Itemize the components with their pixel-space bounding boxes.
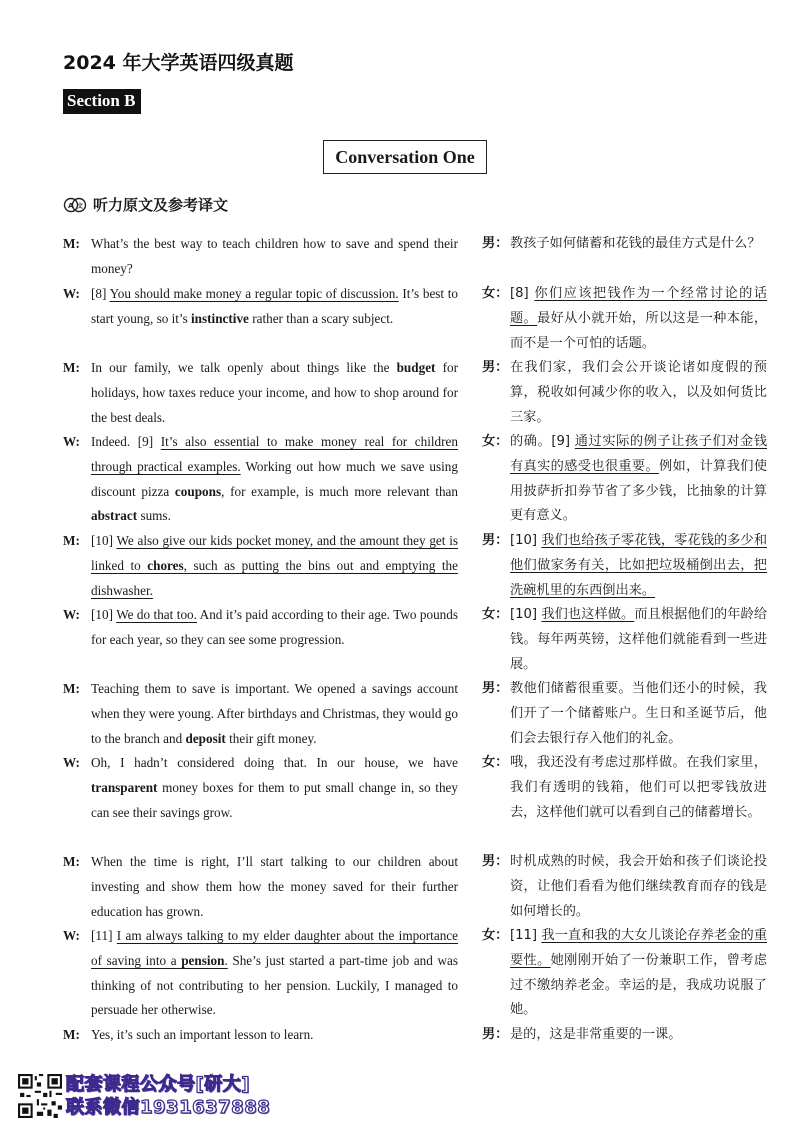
- text-segment: Oh, I hadn’t considered doing that. In our house, we have: [91, 755, 458, 770]
- text-segment: 的确。[9]: [510, 434, 575, 449]
- answer-underline: We do that too.: [116, 607, 197, 622]
- text-segment: their gift money.: [225, 730, 317, 746]
- keyword: coupons: [174, 483, 222, 499]
- text-segment: It’s best to start young, so it’s: [91, 286, 459, 326]
- answer-underline: , such as putting the bins out and emptying the dishwasher.: [91, 557, 458, 598]
- dialogue-turn: [482, 924, 767, 1023]
- speaker-label: M:: [63, 854, 80, 869]
- speaker-label: 女：: [482, 607, 509, 622]
- dialogue-turn: [63, 751, 458, 825]
- promo-text: [66, 1073, 270, 1119]
- utterance-text: [510, 356, 767, 430]
- speaker-label: M:: [63, 236, 80, 251]
- speaker-label: W:: [63, 286, 80, 301]
- dialogue-turn: [482, 603, 767, 677]
- utterance-text: [510, 751, 767, 825]
- text-segment: Indeed. [9]: [91, 434, 161, 449]
- keyword: instinctive: [191, 310, 249, 326]
- utterance-text: [510, 430, 767, 529]
- section-label: Section B: [63, 89, 141, 114]
- dialogue-turn: [63, 529, 458, 603]
- utterance-text: [91, 603, 458, 653]
- answer-underline: I am always talking to my elder daughter about the importance of saving into a: [91, 928, 458, 968]
- dialogue-turn: [482, 677, 767, 751]
- speaker-label: 男：: [482, 236, 509, 251]
- utterance-text: [91, 677, 458, 751]
- utterance-text: [510, 1023, 767, 1048]
- text-segment: Teaching them to save is important. We opened a savings account when they were young. After birthdays and Christmas, they would go to the branch and: [91, 681, 458, 746]
- keyword: pension: [181, 952, 225, 968]
- footer-promo: [18, 1073, 270, 1119]
- text-segment: Working out how much we save using discount pizza: [91, 458, 458, 499]
- speaker-label: M:: [63, 1027, 80, 1042]
- speaker-label: W:: [63, 434, 80, 449]
- speaker-label: W:: [63, 755, 80, 770]
- text-segment: [10]: [91, 533, 117, 548]
- dialogue-turn: [482, 430, 767, 529]
- text-segment: [10]: [91, 607, 117, 622]
- dialogue-turn: [482, 356, 767, 430]
- text-segment: [8]: [91, 286, 110, 301]
- keyword: abstract: [91, 508, 138, 524]
- svg-text:A: A: [68, 201, 74, 210]
- speaker-label: M:: [63, 360, 80, 375]
- speaker-label: M:: [63, 681, 80, 696]
- speaker-label: 男：: [482, 854, 509, 869]
- answer-underline: 你们应该把钱作为一个经常讨论的话题。: [510, 286, 768, 326]
- utterance-text: [510, 677, 767, 751]
- speaker-label: W:: [63, 928, 80, 943]
- text-segment: 教他们储蓄很重要。当他们还小的时候，我们开了一个储蓄账户。生日和圣诞节后，他们会去银行存入他们的礼金。: [510, 681, 767, 746]
- answer-underline: 我一直和我的大女儿谈论存养老金的重要性。: [510, 928, 768, 968]
- dialogue-turn: [63, 1023, 458, 1048]
- keyword: chores: [147, 557, 184, 573]
- page-title: 2024 年大学英语四级真题: [63, 52, 294, 74]
- text-segment: What’s the best way to teach children how to save and spend their money?: [91, 236, 458, 276]
- utterance-text: [510, 232, 767, 257]
- utterance-text: [91, 1023, 458, 1048]
- text-segment: [10]: [510, 533, 542, 548]
- text-segment: Yes, it’s such an important lesson to learn.: [91, 1027, 314, 1042]
- dialogue-turn: [482, 282, 767, 356]
- utterance-text: [510, 850, 767, 924]
- text-segment: 在我们家，我们会公开谈论诸如度假的预算，税收如何减少你的收入，以及如何货比三家。: [510, 360, 767, 425]
- subheading: [63, 194, 228, 215]
- utterance-text: [91, 850, 458, 924]
- answer-underline: You should make money a regular topic of discussion.: [109, 286, 399, 301]
- keyword: transparent: [91, 779, 158, 795]
- utterance-text: [91, 232, 458, 282]
- answer-underline: It’s also essential to make money real for children through practical examples.: [91, 434, 458, 474]
- utterance-text: [510, 282, 767, 356]
- text-segment: [11]: [510, 928, 542, 943]
- dialogue-turn: [482, 1023, 767, 1048]
- answer-underline: We also give our kids pocket money, and the amount they get is linked to: [91, 533, 458, 573]
- text-segment: And it’s paid according to their age. Two pounds for each year, so they can see some progression.: [91, 607, 459, 647]
- text-segment: 而且根据他们的年龄给钱。每年两英镑，这样他们就能看到一些进展。: [510, 607, 768, 672]
- text-segment: for holidays, how taxes reduce your income, and how to shop around for the best deals.: [91, 360, 458, 425]
- text-segment: [10]: [510, 607, 542, 622]
- utterance-text: [510, 603, 767, 677]
- speaker-label: W:: [63, 607, 80, 622]
- dialogue-turn: [482, 850, 767, 924]
- speaker-label: 男：: [482, 681, 509, 696]
- dialogue-turn: [63, 924, 458, 1023]
- speaker-label: 男：: [482, 1027, 509, 1042]
- utterance-text: [91, 751, 458, 825]
- keyword: deposit: [185, 730, 226, 746]
- answer-underline: .: [224, 952, 228, 968]
- text-segment: 她刚刚开始了一份兼职工作，曾考虑过不缴纳养老金。幸运的是，我成功说服了她。: [510, 952, 768, 1018]
- answer-underline: 通过实际的例子让孩子们对金钱有真实的感受也很重要。: [510, 434, 768, 474]
- text-segment: [8]: [510, 286, 535, 301]
- text-segment: When the time is right, I’ll start talking to our children about investing and show them how the money saved for their further education has grown.: [91, 854, 458, 919]
- listening-translate-icon: [63, 195, 87, 215]
- text-segment: [11]: [91, 928, 117, 943]
- speaker-label: 女：: [482, 928, 509, 943]
- speaker-label: 女：: [482, 755, 509, 770]
- text-segment: sums.: [137, 508, 171, 524]
- speaker-label: 男：: [482, 360, 509, 375]
- speaker-label: M:: [63, 533, 80, 548]
- utterance-text: [91, 356, 458, 430]
- text-segment: rather than a scary subject.: [248, 310, 394, 326]
- text-segment: In our family, we talk openly about things like the: [91, 360, 397, 375]
- text-segment: 时机成熟的时候，我会开始和孩子们谈论投资，让他们看看为他们继续教育而存的钱是如何增长的。: [510, 854, 767, 919]
- answer-underline: 我们也这样做。: [541, 607, 635, 622]
- keyword: budget: [396, 360, 436, 375]
- speaker-label: 女：: [482, 286, 509, 301]
- text-segment: 例如，计算我们使用披萨折扣券节省了多少钱，比抽象的计算更有意义。: [510, 458, 768, 524]
- dialogue-turn: [63, 603, 458, 653]
- utterance-text: [91, 924, 458, 1023]
- utterance-text: [91, 529, 458, 603]
- conversation-title: Conversation One: [323, 140, 487, 174]
- text-segment: , for example, is much more relevant than: [221, 483, 458, 499]
- dialogue-turn: [482, 529, 767, 603]
- qr-code-icon: [18, 1074, 62, 1118]
- subheading-text: 听力原文及参考译文: [93, 196, 229, 214]
- text-segment: 教孩子如何储蓄和花钱的最佳方式是什么？: [510, 236, 761, 251]
- promo-line-2: 联系微信1931637888: [66, 1097, 271, 1118]
- speaker-label: 女：: [482, 434, 509, 449]
- svg-text:文: 文: [77, 202, 84, 210]
- dialogue-turn: [63, 232, 458, 282]
- utterance-text: [510, 924, 767, 1023]
- dialogue-turn: [63, 430, 458, 529]
- dialogue-turn: [63, 677, 458, 751]
- dialogue-turn: [63, 282, 458, 332]
- text-segment: money boxes for them to put small change in, so they can see their savings grow.: [91, 779, 458, 820]
- promo-line-1: 配套课程公众号[研大]: [66, 1074, 250, 1095]
- speaker-label: 男：: [482, 533, 509, 548]
- dialogue-turn: [63, 356, 458, 430]
- text-segment: 是的，这是非常重要的一课。: [510, 1027, 682, 1042]
- utterance-text: [91, 430, 458, 529]
- text-segment: 哦，我还没有考虑过那样做。在我们家里，我们有透明的钱箱，他们可以把零钱放进去，这样他们就可以看到自己的储蓄增长。: [510, 755, 767, 820]
- answer-underline: 我们也给孩子零花钱，零花钱的多少和他们做家务有关，比如把垃圾桶倒出去，把洗碗机里的东西倒出来。: [510, 533, 768, 598]
- dialogue-turn: [63, 850, 458, 924]
- utterance-text: [510, 529, 767, 603]
- dialogue-turn: [482, 751, 767, 825]
- dialogue-turn: [482, 232, 767, 257]
- utterance-text: [91, 282, 458, 332]
- text-segment: She’s just started a part-time job and was thinking of not contributing to her pension. Luckily, I managed to persuade her otherwise.: [91, 952, 458, 1018]
- text-segment: 最好从小就开始，所以这是一种本能，而不是一个可怕的话题。: [510, 310, 768, 351]
